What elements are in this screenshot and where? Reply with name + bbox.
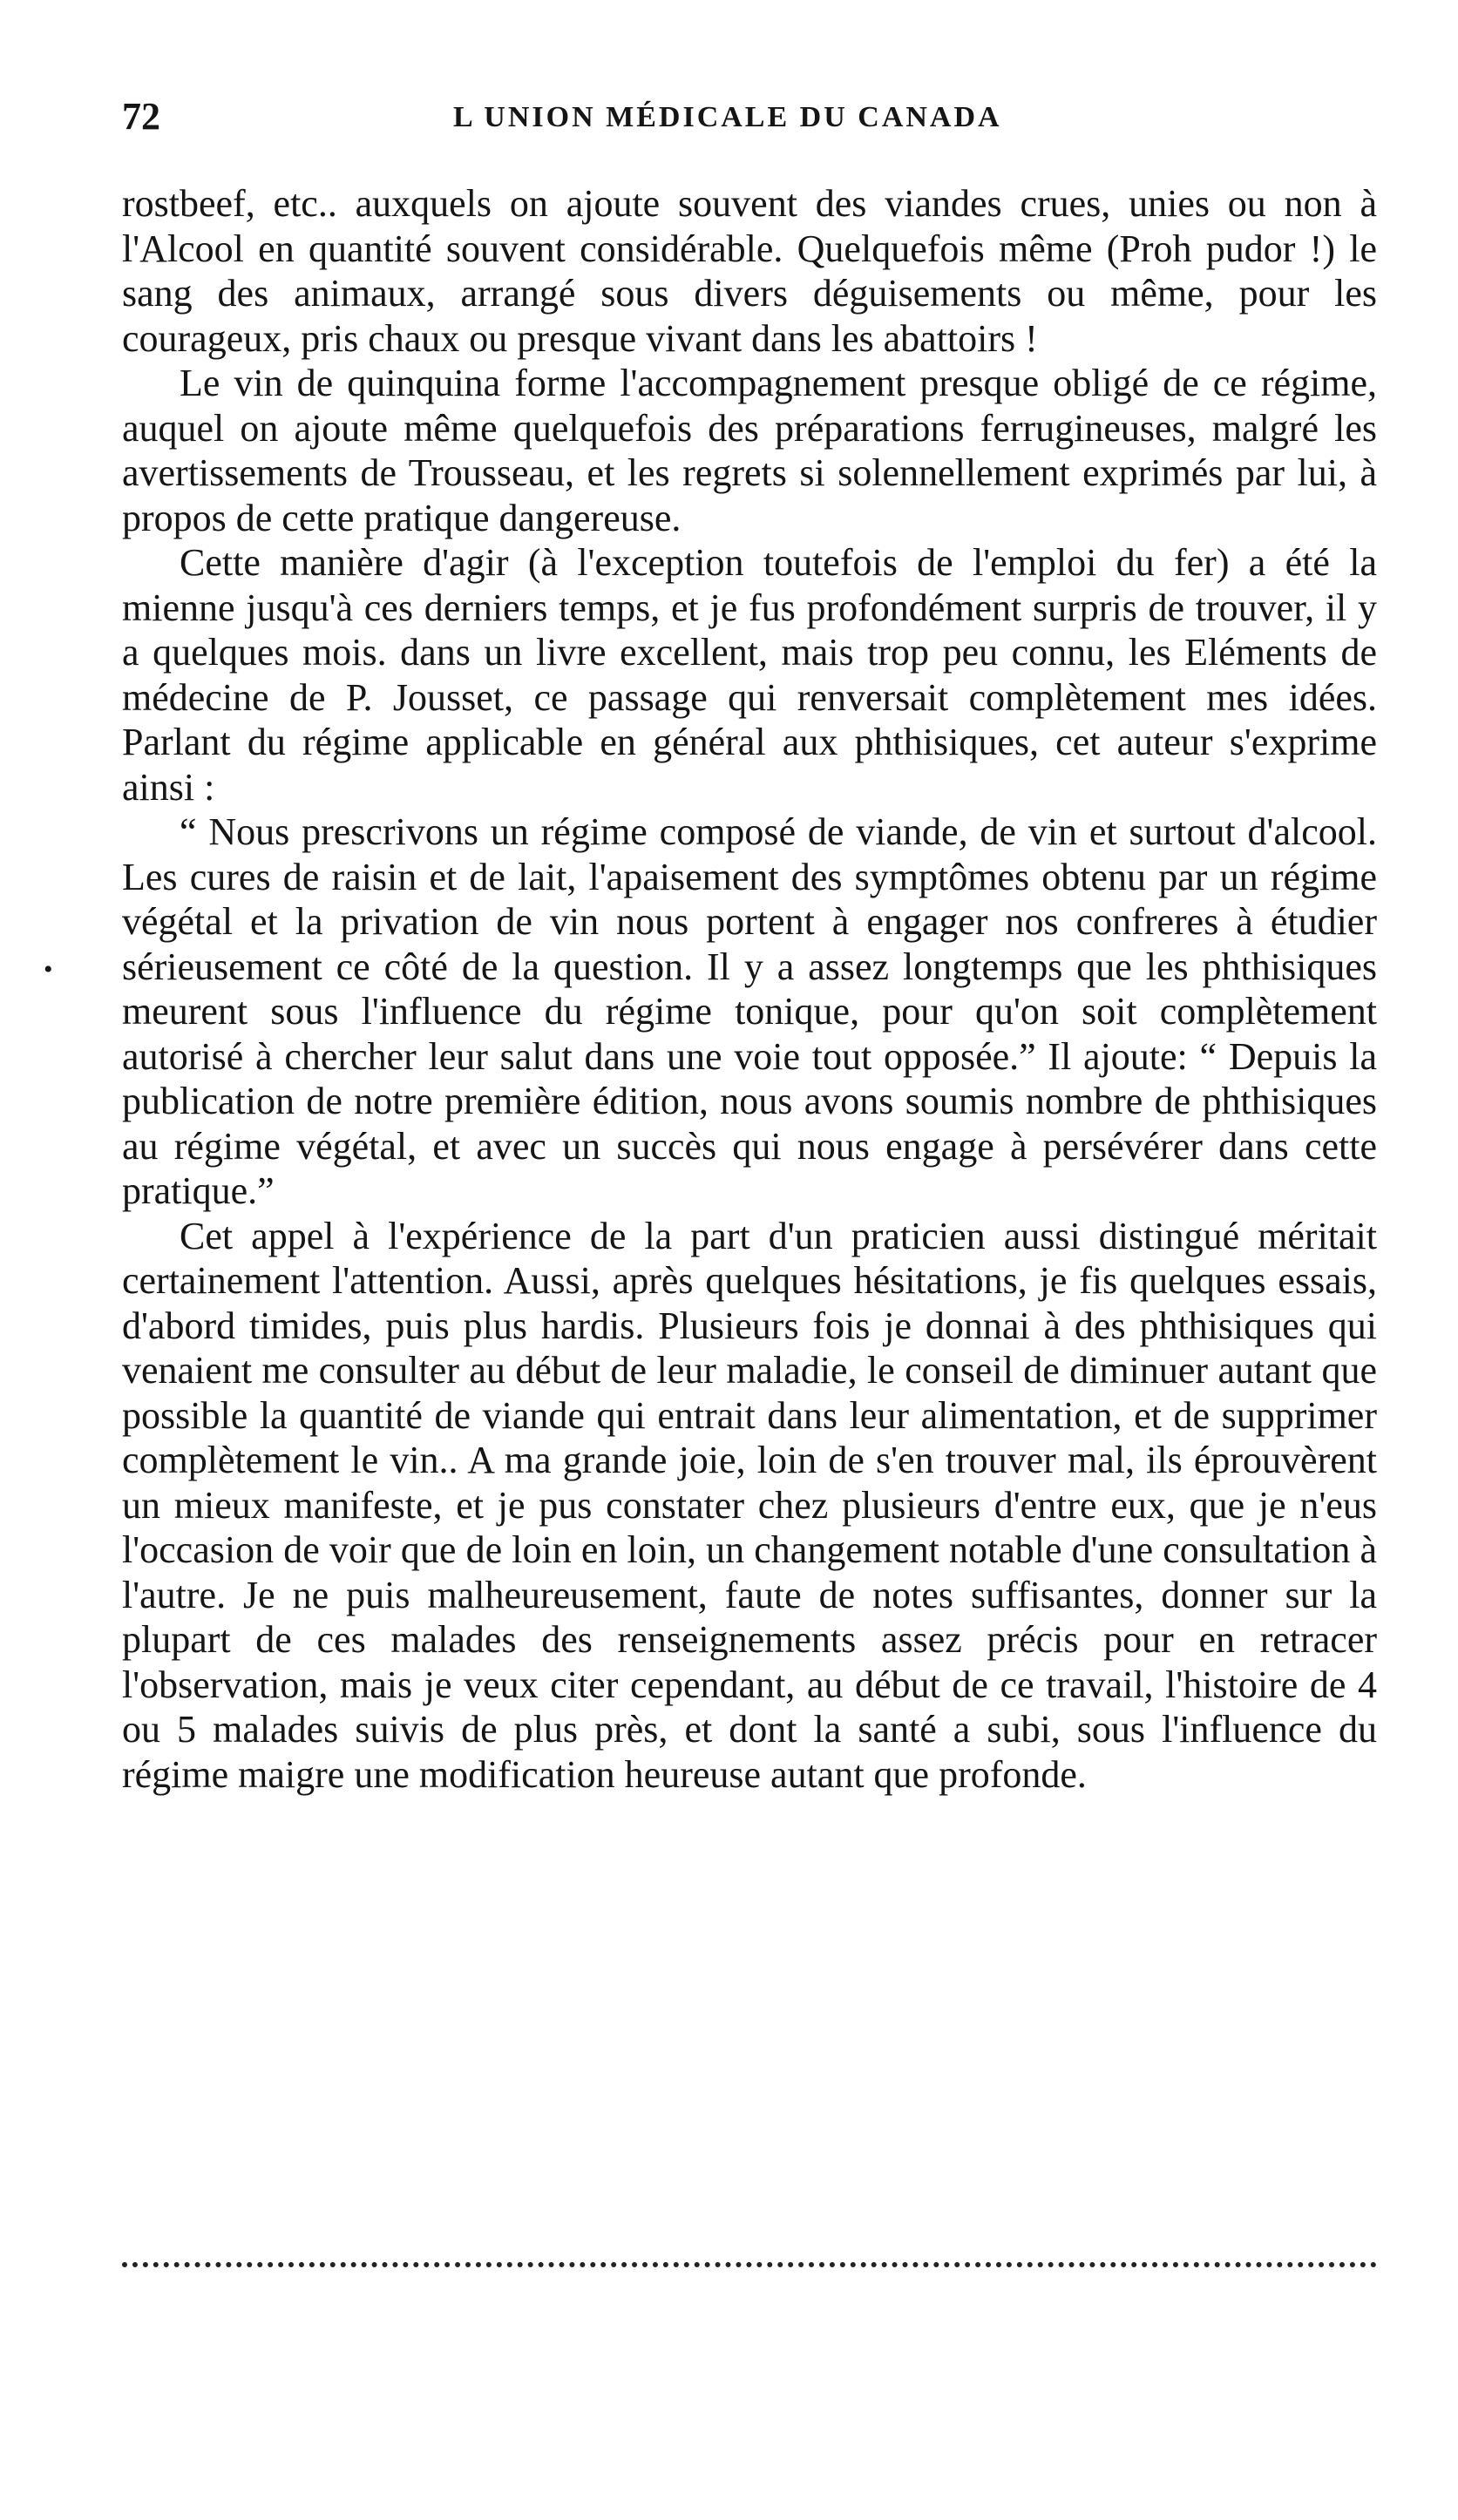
running-title: L UNION MÉDICALE DU CANADA	[453, 101, 1002, 133]
paragraph: Cette manière d'agir (à l'exception toutefois de l'emploi du fer) a été la mienne jusqu'à ces derniers temps, et je fus profondément surpris de trouver, il y a quelques mois. dans un livre excellent, mais trop peu connu, les Eléments de médecine de P. Jousset, ce passage qui renversait complètement mes idées. Parlant du régime applicable en général aux phthisiques, cet auteur s'exprime ainsi :	[122, 541, 1377, 809]
page-header	[122, 94, 1377, 146]
margin-mark: •	[44, 955, 53, 984]
page-number: 72	[122, 95, 160, 138]
quoted-paragraph: “ Nous prescrivons un régime composé de viande, de vin et surtout d'alcool. Les cures de raisin et de lait, l'apaisement des symptômes obtenu par un régime végétal et la privation de vin nous portent à engager nos confreres à étudier sérieusement ce côté de la question. Il y a assez longtemps que les phthisiques meurent sous l'influence du régime tonique, pour qu'on soit complètement autorisé à chercher leur salut dans une voie tout opposée.” Il ajoute: “ Depuis la publication de notre première édition, nous avons soumis nombre de phthisiques au régime végétal, et avec un succès qui nous engage à persévérer dans cette pratique.”	[122, 810, 1377, 1212]
body-text	[122, 181, 1377, 1797]
paragraph-continuation: rostbeef, etc.. auxquels on ajoute souvent des viandes crues, unies ou non à l'Alcool en quantité souvent considérable. Quelquefois même (Proh pudor !) le sang des animaux, arrangé sous divers déguisements ou même, pour les courageux, pris chaux ou presque vivant dans les abattoirs !	[122, 182, 1377, 360]
paragraph: Cet appel à l'expérience de la part d'un praticien aussi distingué méritait certainement l'attention. Aussi, après quelques hésitations, je fis quelques essais, d'abord timides, puis plus hardis. Plusieurs fois je donnai à des phthisiques qui venaient me consulter au début de leur maladie, le conseil de diminuer autant que possible la quantité de viande qui entrait dans leur alimentation, et de supprimer complètement le vin.. A ma grande joie, loin de s'en trouver mal, ils éprouvèrent un mieux manifeste, et je pus constater chez plusieurs d'entre eux, que je n'eus l'occasion de voir que de loin en loin, un changement notable d'une consultation à l'autre. Je ne puis malheureusement, faute de notes suffisantes, donner sur la plupart de ces malades des renseignements assez précis pour en retracer l'observation, mais je veux citer cependant, au début de ce travail, l'histoire de 4 ou 5 malades suivis de plus près, et dont la santé a subi, sous l'influence du régime maigre une modification heureuse autant que profonde.	[122, 1214, 1377, 1796]
paragraph: Le vin de quinquina forme l'accompagnement presque obligé de ce régime, auquel on ajoute même quelquefois des préparations ferrugineuses, malgré les avertissements de Trousseau, et les regrets si solennellement exprimés par lui, à propos de cette pratique dangereuse.	[122, 362, 1377, 539]
dotted-separator	[122, 2262, 1377, 2267]
